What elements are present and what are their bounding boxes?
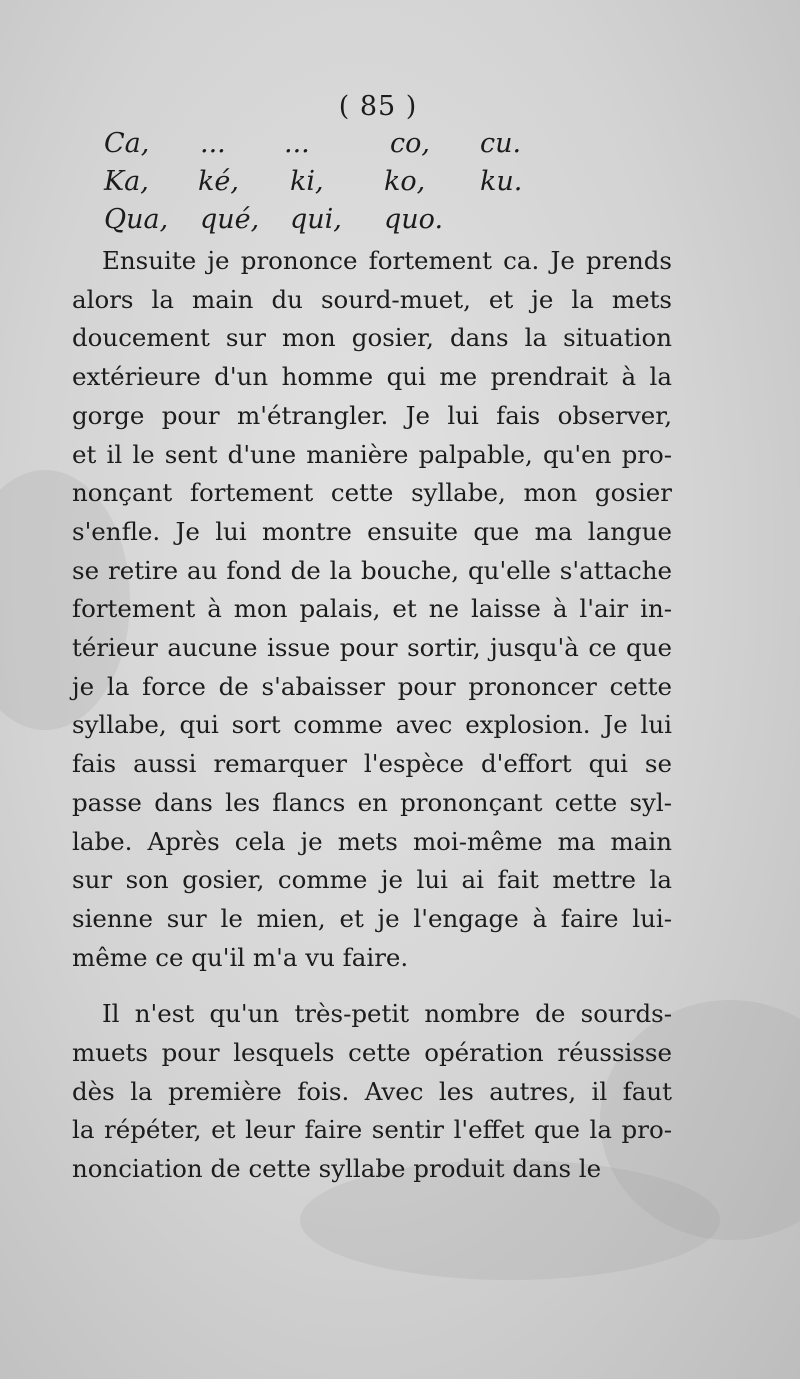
text-line: alors la main du sourd-muet, et je la mets	[72, 284, 672, 314]
syllable: ...	[284, 128, 310, 159]
text-line: fais aussi remarquer l'espèce d'effort qui se	[72, 749, 672, 779]
text-line: syllabe, qui sort comme avec explosion. Je lui	[72, 710, 672, 740]
text-line: térieur aucune issue pour sortir, jusqu'à ce que	[72, 633, 672, 663]
syllable: ki,	[290, 166, 324, 197]
syllable: ...	[200, 128, 226, 159]
syllable: quo.	[384, 204, 444, 235]
text-line: labe. Après cela je mets moi-même ma main	[72, 826, 672, 856]
text-line: sienne sur le mien, et je l'engage à faire lui-	[72, 903, 672, 933]
text-line: et il le sent d'une manière palpable, qu'en pro-	[72, 439, 672, 469]
paragraph	[72, 242, 672, 977]
text-line: sur son gosier, comme je lui ai fait mettre la	[72, 865, 672, 895]
text-line: s'enfle. Je lui montre ensuite que ma langue	[72, 516, 672, 546]
text-line: je la force de s'abaisser pour prononcer cette	[72, 671, 672, 701]
text-line: Ensuite je prononce fortement ca. Je prends	[102, 246, 672, 275]
text-line: Il n'est qu'un très-petit nombre de sourds-	[102, 999, 672, 1029]
text-line: dès la première fois. Avec les autres, il faut	[72, 1076, 672, 1106]
syllable-row-3	[72, 204, 672, 242]
text-line: nonciation de cette syllabe produit dans le	[72, 1154, 602, 1184]
text-line: muets pour lesquels cette opération réussisse	[72, 1038, 672, 1068]
text-line: doucement sur mon gosier, dans la situation	[72, 323, 672, 353]
syllable: ko,	[384, 166, 426, 197]
syllable-row-1	[72, 128, 672, 166]
syllable: qui,	[290, 204, 342, 235]
paragraph-gap	[72, 977, 672, 995]
syllable: Ca,	[104, 128, 150, 159]
text-line: se retire au fond de la bouche, qu'elle s'attache	[72, 555, 672, 585]
text-line: nonçant fortement cette syllabe, mon gosier	[72, 478, 672, 508]
syllable: ku.	[480, 166, 523, 197]
text-line: passe dans les flancs en prononçant cette syl-	[72, 787, 672, 817]
text-block	[72, 86, 672, 1189]
syllable: Qua,	[104, 204, 169, 235]
syllable: ké,	[198, 166, 239, 197]
page-number: ( 85 )	[338, 91, 418, 122]
syllable-row-2	[72, 166, 672, 204]
text-line: fortement à mon palais, et ne laisse à l'air in-	[72, 594, 672, 624]
text-line: même ce qu'il m'a vu faire.	[72, 942, 409, 972]
paragraph	[72, 995, 672, 1189]
text-line: la répéter, et leur faire sentir l'effet que la pro-	[72, 1115, 672, 1145]
text-line: extérieure d'un homme qui me prendrait à la	[72, 362, 672, 392]
text-line: gorge pour m'étrangler. Je lui fais observer,	[72, 400, 672, 430]
syllable: cu.	[480, 128, 522, 159]
syllable: qué,	[200, 204, 260, 235]
syllable: Ka,	[104, 166, 149, 197]
syllable: co,	[390, 128, 430, 159]
